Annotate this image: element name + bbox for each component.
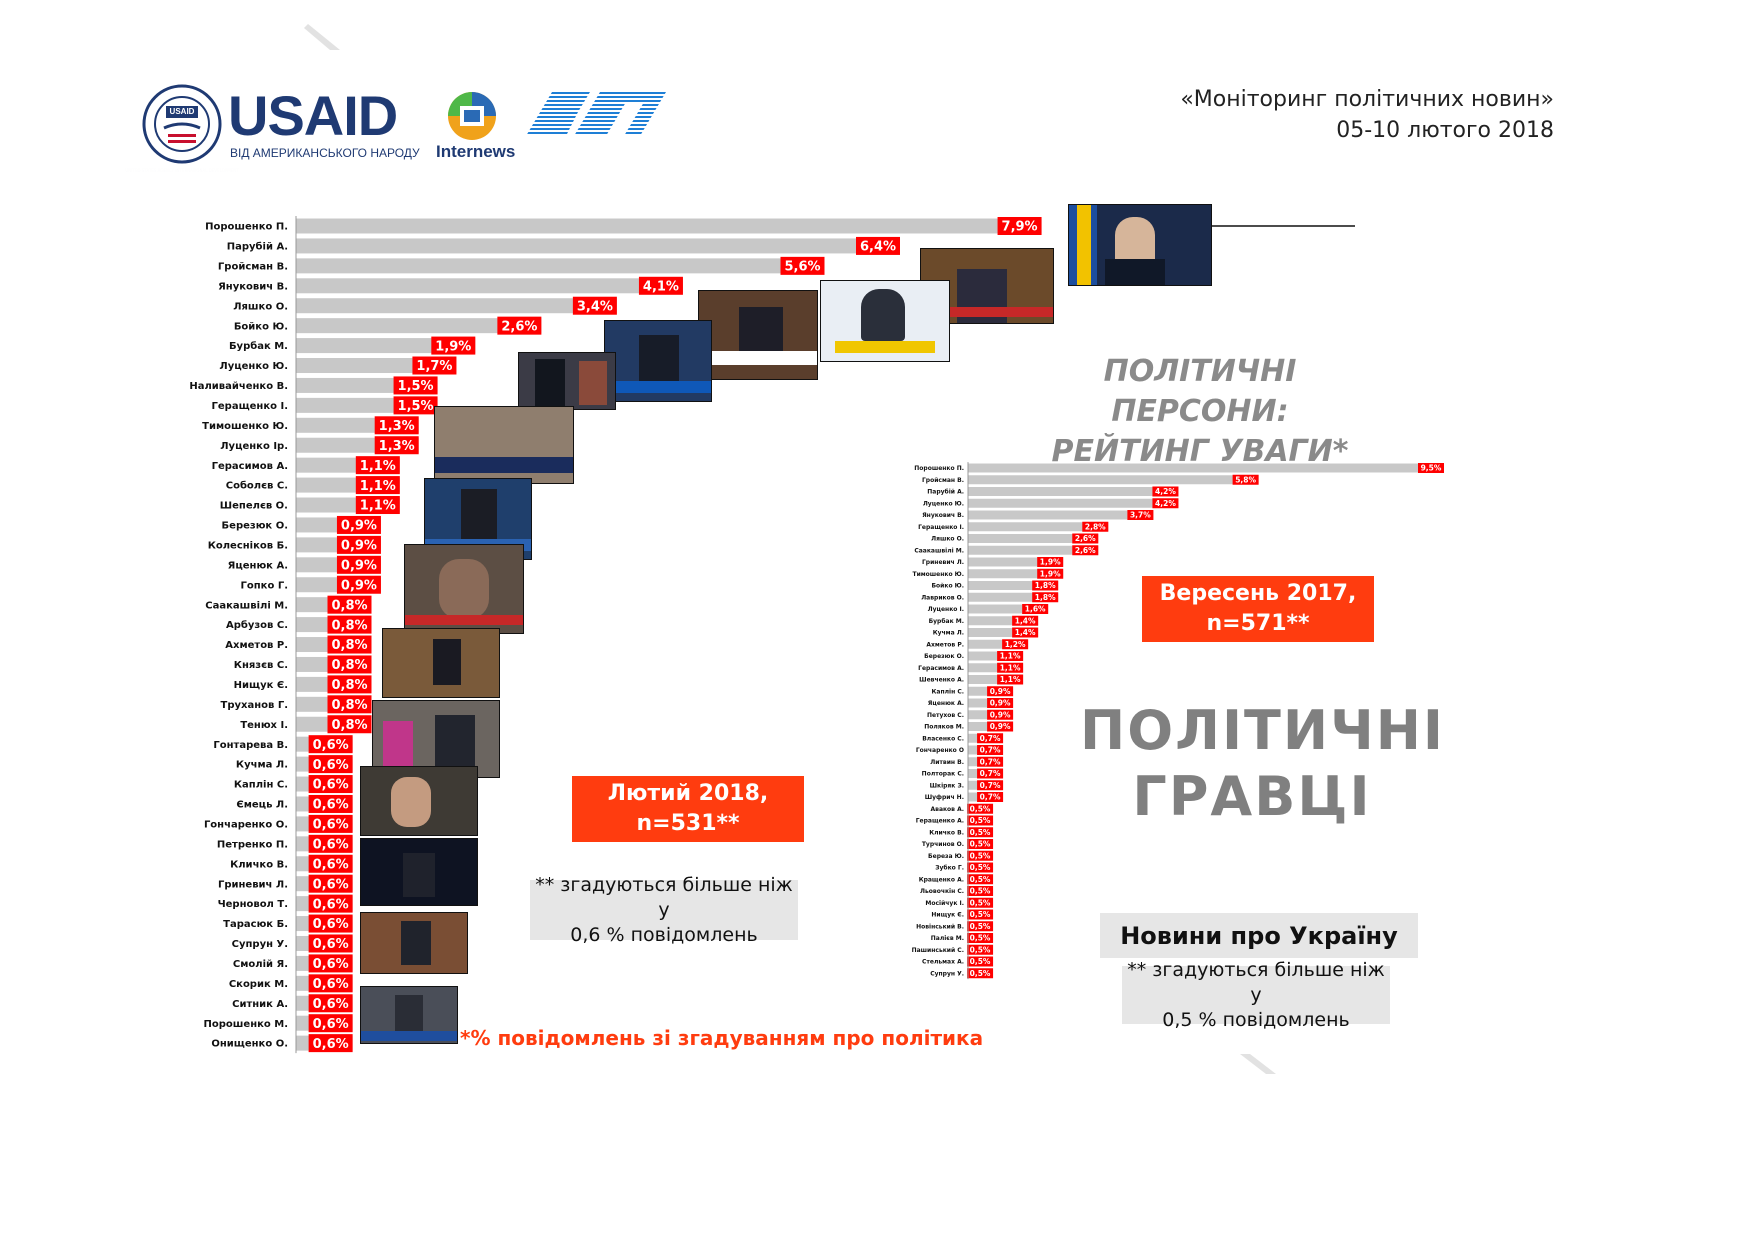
- category-label: Герасимов А.: [918, 664, 964, 672]
- category-label: Березюк О.: [221, 520, 288, 532]
- value-label: 1,8%: [1034, 581, 1056, 591]
- category-label: Гройсман В.: [217, 261, 288, 273]
- tv-photo: [604, 320, 712, 402]
- category-label: Порошенко П.: [205, 221, 288, 233]
- tv-photo: [382, 628, 500, 698]
- value-label: 0,5%: [969, 874, 991, 884]
- category-label: Кличко В.: [230, 859, 288, 871]
- sep-box-line2: n=571**: [1206, 611, 1310, 636]
- category-label: Скорик М.: [228, 978, 288, 990]
- category-label: Каплін С.: [233, 779, 288, 791]
- usaid-word: USAID: [228, 84, 398, 147]
- value-label: 0,7%: [979, 745, 1001, 755]
- value-label: 1,4%: [1014, 616, 1036, 626]
- value-label: 0,5%: [969, 968, 991, 978]
- value-label: 0,5%: [969, 827, 991, 837]
- category-label: Аваков А.: [930, 805, 964, 813]
- category-label: Зубко Г.: [935, 864, 964, 872]
- category-label: Ляшко О.: [931, 535, 964, 543]
- value-label: 2,6%: [1074, 534, 1096, 544]
- value-label: 0,6%: [312, 937, 349, 953]
- category-label: Каплін С.: [931, 688, 964, 696]
- bar: [968, 487, 1178, 496]
- feb-note-line1: ** згадуються більше ніж у: [535, 873, 793, 921]
- category-label: Гриневич Л.: [921, 559, 964, 567]
- value-label: 3,7%: [1129, 510, 1151, 520]
- category-label: Тимошенко Ю.: [202, 420, 288, 432]
- value-label: 5,8%: [1235, 475, 1257, 485]
- category-label: Порошенко М.: [203, 1018, 288, 1030]
- value-label: 0,6%: [312, 817, 349, 833]
- value-label: 0,5%: [969, 851, 991, 861]
- value-label: 0,6%: [312, 757, 349, 773]
- category-label: Соболєв С.: [225, 480, 288, 492]
- category-label: Гончаренко О.: [203, 819, 288, 831]
- category-label: Шепелєв О.: [219, 500, 288, 512]
- value-label: 0,6%: [312, 897, 349, 913]
- value-label: 0,6%: [312, 837, 349, 853]
- value-label: 4,2%: [1155, 498, 1176, 508]
- category-label: Тарасюк Б.: [223, 919, 288, 931]
- feb-2018-box: [572, 776, 804, 842]
- value-label: 0,5%: [969, 910, 991, 920]
- category-label: Литвин В.: [930, 758, 964, 766]
- bar: [968, 499, 1178, 508]
- category-label: Турчинов О.: [921, 841, 964, 849]
- value-label: 0,5%: [969, 804, 991, 814]
- value-label: 1,2%: [1004, 639, 1026, 649]
- category-label: Бурбак М.: [928, 617, 964, 625]
- category-label: Нищук Є.: [233, 679, 288, 691]
- category-label: Палієв М.: [930, 935, 964, 943]
- value-label: 2,8%: [1084, 522, 1106, 532]
- value-label: 1,3%: [378, 438, 415, 454]
- value-label: 0,5%: [969, 945, 991, 955]
- value-label: 9,5%: [1420, 463, 1442, 473]
- value-label: 0,7%: [979, 757, 1001, 767]
- category-label: Власенко С.: [922, 735, 964, 743]
- value-label: 2,6%: [1074, 545, 1096, 555]
- category-label: Геращенко А.: [915, 817, 964, 825]
- category-label: Парубій А.: [226, 241, 288, 253]
- category-label: Льовочкін С.: [920, 888, 964, 896]
- category-label: Кучма Л.: [235, 759, 288, 771]
- value-label: 0,9%: [340, 578, 377, 594]
- category-label: Яценюк А.: [227, 560, 288, 572]
- value-label: 4,1%: [642, 279, 679, 295]
- category-label: Тенюх І.: [240, 719, 288, 731]
- tv-photo: [820, 280, 950, 362]
- category-label: Арбузов С.: [225, 620, 288, 632]
- category-label: Шуфрич Н.: [924, 794, 964, 802]
- value-label: 0,9%: [340, 538, 377, 554]
- value-label: 0,8%: [331, 618, 368, 634]
- report-title: «Моніторинг політичних новин»: [1180, 87, 1554, 112]
- value-label: 1,4%: [1014, 628, 1036, 638]
- category-label: Тимошенко Ю.: [912, 570, 964, 578]
- value-label: 0,6%: [312, 737, 349, 753]
- category-label: Геращенко І.: [918, 523, 964, 531]
- value-label: 5,6%: [784, 259, 821, 275]
- value-label: 1,9%: [435, 339, 472, 355]
- category-label: Князєв С.: [233, 660, 288, 672]
- category-label: Супрун У.: [930, 970, 964, 978]
- value-label: 0,6%: [312, 1036, 349, 1052]
- bar: [296, 238, 900, 253]
- sep-note-line1: ** згадуються більше ніж у: [1127, 958, 1385, 1006]
- internews-wordmark: Internews: [436, 142, 516, 161]
- value-label: 1,5%: [397, 379, 434, 395]
- value-label: 1,9%: [1039, 557, 1061, 567]
- feb-box-line2: n=531**: [636, 811, 740, 836]
- value-label: 0,8%: [331, 717, 368, 733]
- report-dates: 05-10 лютого 2018: [1336, 118, 1554, 143]
- value-label: 3,4%: [576, 299, 613, 315]
- value-label: 2,6%: [501, 319, 538, 335]
- tv-photo: [360, 986, 458, 1044]
- value-label: 0,6%: [312, 977, 349, 993]
- tv-photo: [360, 912, 468, 974]
- tv-photo: [698, 290, 818, 380]
- sep-note: [1122, 958, 1390, 1031]
- category-label: Ахметов Р.: [225, 640, 288, 652]
- category-label: Гриневич Л.: [217, 879, 288, 891]
- value-label: 0,9%: [989, 722, 1011, 732]
- value-label: 0,7%: [979, 769, 1001, 779]
- value-label: 1,1%: [999, 651, 1021, 661]
- feb-note: [530, 873, 798, 946]
- value-label: 1,1%: [999, 675, 1021, 685]
- category-label: Нищук Є.: [931, 911, 964, 919]
- category-label: Гонтарева В.: [213, 739, 288, 751]
- category-label: Ляшко О.: [233, 301, 288, 313]
- category-label: Березюк О.: [924, 653, 964, 661]
- bar: [296, 258, 825, 273]
- value-label: 0,6%: [312, 877, 349, 893]
- value-label: 0,8%: [331, 678, 368, 694]
- category-label: Гончаренко О: [915, 747, 964, 755]
- value-label: 0,6%: [312, 1016, 349, 1032]
- value-label: 0,8%: [331, 658, 368, 674]
- value-label: 0,5%: [969, 898, 991, 908]
- category-label: Яценюк А.: [927, 700, 964, 708]
- value-label: 1,6%: [1024, 604, 1046, 614]
- category-label: Смолій Я.: [232, 959, 288, 971]
- value-label: 0,5%: [969, 933, 991, 943]
- value-label: 0,7%: [979, 792, 1001, 802]
- value-label: 0,6%: [312, 857, 349, 873]
- value-label: 0,6%: [312, 797, 349, 813]
- footnote: *% повідомлень зі згадуванням про політика: [460, 1026, 984, 1050]
- value-label: 1,1%: [359, 478, 396, 494]
- tv-photo: [360, 766, 478, 836]
- feb-box-line1: Лютий 2018,: [607, 781, 769, 806]
- category-label: Луценко Ю.: [922, 500, 964, 508]
- category-label: Лавриков О.: [921, 594, 964, 602]
- category-label: Бойко Ю.: [931, 582, 964, 590]
- slide-title-line1: ПОЛІТИЧНІ ПЕРСОНИ:: [1103, 354, 1297, 429]
- value-label: 0,5%: [969, 863, 991, 873]
- category-label: Парубій А.: [927, 488, 964, 496]
- category-label: Гройсман В.: [921, 476, 964, 484]
- category-label: Янукович В.: [922, 512, 964, 520]
- value-label: 0,7%: [979, 733, 1001, 743]
- players-title-line1: ПОЛІТИЧНІ: [1080, 699, 1445, 762]
- value-label: 1,1%: [999, 663, 1021, 673]
- category-label: Бойко Ю.: [233, 321, 288, 333]
- category-label: Кличко В.: [929, 829, 964, 837]
- category-label: Полторак С.: [921, 770, 964, 778]
- category-label: Наливайченко В.: [189, 381, 288, 393]
- category-label: Кучма Л.: [932, 629, 964, 637]
- value-label: 0,9%: [340, 518, 377, 534]
- value-label: 0,6%: [312, 957, 349, 973]
- value-label: 1,1%: [359, 498, 396, 514]
- category-label: Колесніков Б.: [207, 540, 288, 552]
- category-label: Кращенко А.: [918, 876, 964, 884]
- category-label: Новінський В.: [916, 923, 964, 931]
- value-label: 0,8%: [331, 698, 368, 713]
- value-label: 1,7%: [416, 359, 453, 375]
- category-label: Супрун У.: [231, 939, 288, 951]
- value-label: 1,1%: [359, 458, 396, 474]
- value-label: 0,7%: [979, 780, 1001, 790]
- tv-photo: [1068, 204, 1212, 286]
- value-label: 0,6%: [312, 996, 349, 1012]
- slide-title-persons: [1010, 352, 1390, 472]
- category-label: Петухов С.: [926, 711, 964, 719]
- category-label: Ситник А.: [232, 998, 288, 1010]
- bar: [968, 511, 1153, 520]
- tv-photo: [404, 544, 524, 634]
- category-label: Шевченко А.: [919, 676, 964, 684]
- tv-photo: [518, 352, 616, 410]
- category-label: Луценко Ю.: [219, 361, 288, 373]
- category-label: Поляков М.: [924, 723, 964, 731]
- slide-title-line2: РЕЙТИНГ УВАГИ*: [1051, 434, 1349, 469]
- value-label: 0,9%: [989, 686, 1011, 696]
- category-label: Гопко Г.: [240, 580, 288, 592]
- bar: [296, 219, 1042, 234]
- value-label: 0,5%: [969, 816, 991, 826]
- players-title-line2: ГРАВЦІ: [1132, 765, 1372, 828]
- sep-2017-box: [1142, 576, 1374, 642]
- value-label: 1,8%: [1034, 592, 1056, 602]
- value-label: 1,9%: [1039, 569, 1061, 579]
- value-label: 0,8%: [331, 638, 368, 654]
- usaid-tagline: ВІД АМЕРИКАНСЬКОГО НАРОДУ: [230, 146, 420, 160]
- category-label: Геращенко І.: [211, 400, 288, 412]
- category-label: Пашинський С.: [911, 946, 964, 954]
- value-label: 0,9%: [340, 558, 377, 574]
- category-label: Бурбак М.: [228, 341, 288, 353]
- value-label: 6,4%: [859, 239, 897, 255]
- value-label: 0,5%: [969, 839, 991, 849]
- category-label: Ємець Л.: [236, 799, 288, 811]
- category-label: Ахметов Р.: [926, 641, 964, 649]
- value-label: 0,9%: [989, 710, 1011, 720]
- category-label: Янукович В.: [218, 281, 288, 293]
- category-label: Мосійчук І.: [925, 899, 964, 907]
- value-label: 0,9%: [989, 698, 1011, 708]
- value-label: 1,3%: [378, 418, 415, 434]
- category-label: Герасимов А.: [211, 460, 288, 472]
- value-label: 4,2%: [1155, 487, 1176, 497]
- category-label: Шкіряк З.: [929, 782, 964, 790]
- tv-photo: [360, 838, 478, 906]
- value-label: 0,6%: [312, 917, 349, 933]
- category-label: Саакашвілі М.: [914, 547, 964, 555]
- usaid-seal-center: USAID: [169, 107, 195, 116]
- category-label: Черновол Т.: [217, 899, 288, 911]
- bar: [296, 298, 617, 313]
- value-label: 0,8%: [331, 598, 368, 614]
- category-label: Береза Ю.: [928, 852, 964, 860]
- category-label: Саакашвілі М.: [205, 600, 288, 612]
- news-about-ukraine-box: Новини про Україну: [1100, 913, 1418, 958]
- sep-note-line2: 0,5 % повідомлень: [1162, 1008, 1350, 1031]
- category-label: Порошенко П.: [914, 465, 964, 473]
- tv-photo: [434, 406, 574, 484]
- category-label: Онищенко О.: [211, 1038, 288, 1050]
- sep-box-line1: Вересень 2017,: [1159, 581, 1357, 606]
- value-label: 0,5%: [969, 957, 991, 967]
- category-label: Петренко П.: [216, 839, 288, 851]
- bar: [968, 475, 1259, 484]
- category-label: Луценко Ір.: [220, 440, 288, 452]
- category-label: Луценко І.: [927, 606, 964, 614]
- value-label: 7,9%: [1001, 219, 1038, 235]
- value-label: 0,5%: [969, 886, 991, 896]
- feb-note-line2: 0,6 % повідомлень: [570, 923, 758, 946]
- value-label: 0,5%: [969, 921, 991, 931]
- value-label: 0,6%: [312, 777, 349, 793]
- value-label: 1,5%: [397, 399, 434, 415]
- category-label: Труханов Г.: [220, 699, 288, 711]
- bar: [296, 278, 683, 293]
- category-label: Стельмах А.: [922, 958, 964, 966]
- political-players-title: [1080, 698, 1445, 830]
